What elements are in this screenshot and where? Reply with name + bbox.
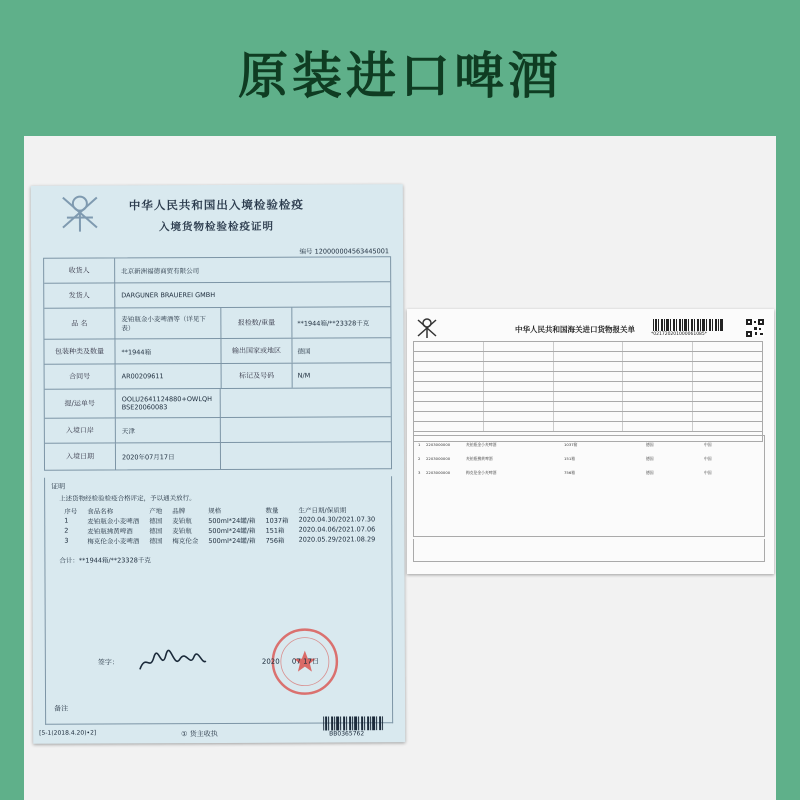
- value-product: 麦铂瓶金小麦啤酒等（详见下表）: [121, 315, 206, 333]
- serial-number: BB0365762: [329, 730, 365, 738]
- certificate-proof-section: [44, 476, 393, 725]
- handwritten-signature: [136, 647, 208, 675]
- label-product: 品 名: [44, 308, 115, 338]
- certificate-fields: [43, 256, 392, 471]
- label-marks: 标记及号码: [221, 364, 293, 388]
- field-contract: [45, 363, 391, 390]
- value-entry-date: 2020年07月17日: [121, 452, 175, 461]
- table-row: 3 梅克伦金小麦啤酒 德国 梅克伦金 500ml*24罐/箱 756箱 2020.05.29/2021.08.29: [64, 535, 376, 546]
- declaration-title: 中华人民共和国海关进口货物报关单: [515, 325, 635, 334]
- field-bill: [45, 388, 391, 419]
- certificate-header-line1: 中华人民共和国出入境检验检疫: [128, 197, 304, 213]
- sign-date: 2020 07 17日: [261, 657, 319, 666]
- label-bill: 提/运单号: [45, 389, 116, 417]
- declaration-barcode-icon: [653, 319, 725, 331]
- declaration-code: *021720201000061085*: [651, 332, 708, 337]
- declaration-items: 1 2203000000 麦铂瓶金小麦啤酒 1037箱 德国 中国 2 2203000000 麦铂瓶拂黄啤酒 151箱 德国 中国 3 2203000000 梅克伦金小麦啤酒 756箱 德国 中国: [413, 435, 765, 537]
- value-port: 天津: [121, 426, 135, 435]
- label-port: 入境口岸: [45, 418, 116, 442]
- field-consignor: [44, 282, 390, 309]
- field-consignee: [44, 257, 390, 284]
- copy-label: ① 货主收执: [181, 730, 218, 739]
- inspection-emblem-icon: [55, 191, 105, 233]
- proof-note: 上述货物经检验检疫合格评定，予以通关放行。: [59, 494, 196, 503]
- remark-label: 备注: [54, 704, 69, 713]
- value-consignee: 北京新洲福德商贸有限公司: [121, 266, 200, 275]
- customs-emblem-icon: [415, 317, 439, 339]
- customs-declaration: [407, 309, 774, 574]
- sign-label: 签字：: [97, 658, 119, 667]
- field-package: [44, 338, 390, 365]
- proof-label: 证明: [51, 482, 66, 491]
- field-product: [44, 307, 390, 340]
- goods-total: 合计：**1944箱/**23328千克: [59, 556, 151, 565]
- declaration-signature-area: [413, 539, 765, 562]
- page-title: 原装进口啤酒: [238, 47, 562, 105]
- value-consignor: DARGUNER BRAUEREI GMBH: [121, 291, 216, 300]
- table-row: 1 麦铂瓶金小麦啤酒 德国 麦铂瓶 500ml*24罐/箱 1037箱 2020.04.30/2021.07.30: [64, 515, 376, 526]
- field-entry-date: [45, 442, 391, 470]
- label-quantity: 报检数/重量: [220, 308, 292, 338]
- label-consignee: 收货人: [44, 258, 115, 282]
- value-bill: OOLU2641124880+OWLQHBSE20060083: [121, 395, 212, 412]
- table-row: 2 麦铂瓶拂黄啤酒 德国 麦铂瓶 500ml*24罐/箱 151箱 2020.04.06/2021.07.06: [64, 525, 376, 536]
- label-package: 包装种类及数量: [44, 339, 115, 363]
- barcode-icon: [323, 716, 383, 730]
- field-port: [45, 417, 391, 444]
- label-origin: 输出国家或地区: [220, 339, 292, 363]
- value-contract: AR00209611: [121, 372, 164, 381]
- label-contract: 合同号: [45, 364, 116, 388]
- certificate-header-line2: 入境货物检验检疫证明: [158, 220, 274, 234]
- value-marks: N/M: [297, 371, 311, 380]
- label-entry-date: 入境日期: [45, 443, 116, 469]
- qr-code-icon: [746, 319, 764, 337]
- value-origin: 德国: [297, 347, 311, 356]
- inspection-certificate: [31, 184, 405, 744]
- value-quantity: **1944箱/**23328千克: [297, 318, 370, 328]
- goods-table: [59, 504, 380, 545]
- certificate-number: 编号 120000004563445001: [299, 247, 390, 256]
- goods-table-header: 序号 食品名称 产地 品牌 规格 数量 生产日期/保质期: [64, 505, 347, 516]
- label-consignor: 发货人: [44, 283, 115, 307]
- form-code: [5-1(2018.4.20)•2]: [39, 729, 97, 737]
- declaration-form-grid: [413, 341, 763, 442]
- value-package: **1944箱: [121, 347, 152, 356]
